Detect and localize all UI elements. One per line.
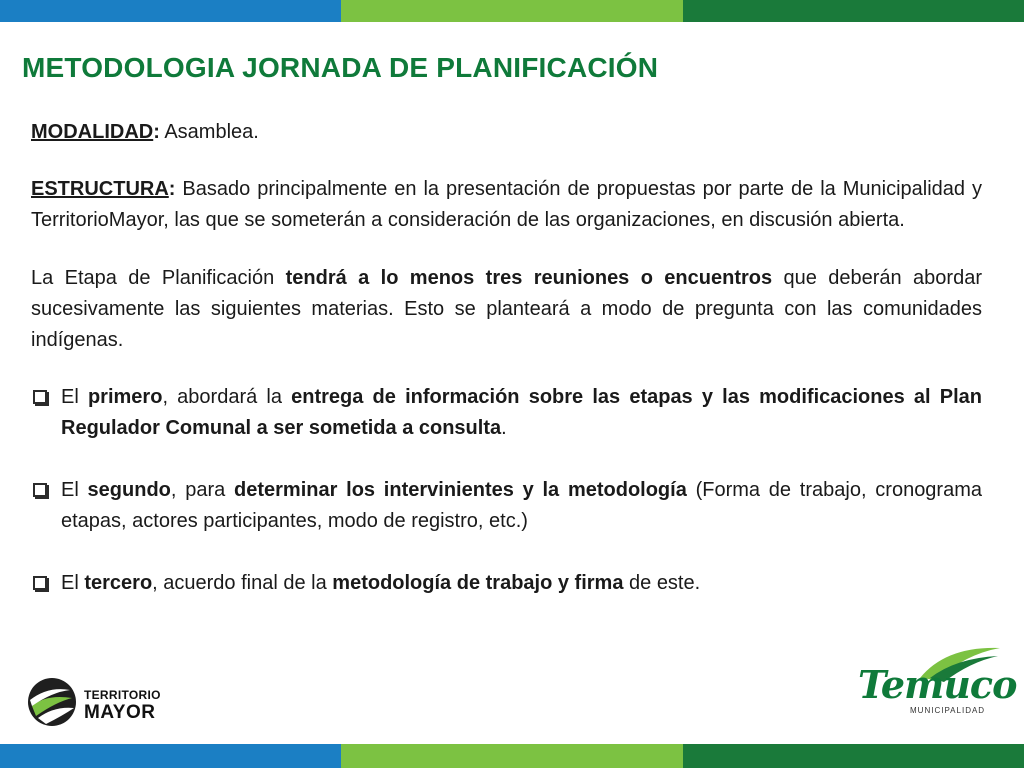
etapa-post: que deberán abordar sucesivamente las siguientes materias. Esto se planteará a modo de pregunta con las comunidades indígenas.	[31, 267, 982, 351]
bullet-text-part: El	[61, 386, 88, 408]
bullet-text-part: , acuerdo final de la	[152, 572, 333, 594]
list-item	[31, 568, 982, 599]
top-color-bar	[0, 0, 1024, 22]
logo-right-subtitle: MUNICIPALIDAD	[910, 706, 986, 715]
slide-body	[31, 117, 982, 599]
bullet-text	[61, 475, 982, 537]
bullet-text-bold: metodología de trabajo y firma	[332, 572, 624, 594]
checkbox-bullet-icon	[33, 576, 47, 590]
bullet-text-bold: tercero	[84, 572, 153, 594]
bullet-text	[61, 382, 982, 444]
bullet-text-bold: primero	[87, 386, 163, 408]
territorio-mayor-logo	[26, 676, 186, 732]
bullet-list	[31, 382, 982, 599]
bullet-text-part: , para	[170, 479, 235, 501]
modalidad-label: MODALIDAD	[31, 121, 154, 143]
temuco-municipalidad-logo	[856, 642, 1017, 722]
etapa-paragraph	[31, 263, 982, 356]
bullet-text-part: , abordará la	[162, 386, 292, 408]
estructura-label: ESTRUCTURA	[31, 178, 169, 200]
etapa-bold: tendrá a lo menos tres reuniones o encuentros	[285, 267, 773, 289]
bottom-bar-green-segment	[683, 744, 1024, 768]
estructura-text: Basado principalmente en la presentación de propuestas por parte de la Municipalidad y TerritorioMayor, las que se someterán a consideración de las organizaciones, en discusión abierta.	[31, 178, 982, 231]
logo-left-line2: MAYOR	[84, 702, 156, 723]
bullet-text-bold: entrega de información sobre las etapas y las modificaciones al Plan Regulador Comunal a ser sometida a consulta	[61, 386, 982, 439]
bullet-text-part: de este.	[623, 572, 701, 594]
bottom-bar-blue-segment	[0, 744, 341, 768]
top-bar-lime-segment	[341, 0, 682, 22]
estructura-colon: :	[168, 178, 176, 200]
bullet-text-part: El	[61, 572, 85, 594]
bullet-text	[61, 568, 982, 599]
list-item	[31, 475, 982, 537]
etapa-pre: La Etapa de Planificación	[31, 267, 286, 289]
top-bar-green-segment	[683, 0, 1024, 22]
bullet-text-part: .	[501, 417, 507, 439]
modalidad-colon: :	[153, 121, 160, 143]
logo-left-line1: TERRITORIO	[84, 688, 161, 702]
modalidad-paragraph	[31, 117, 982, 148]
list-item	[31, 382, 982, 444]
bullet-text-bold: determinar los intervinientes y la metodología	[234, 479, 687, 501]
bullet-text-bold: segundo	[87, 479, 171, 501]
bottom-bar-lime-segment	[341, 744, 682, 768]
bullet-text-part: El	[61, 479, 88, 501]
estructura-paragraph	[31, 174, 982, 236]
territorio-mayor-logo-icon	[26, 676, 78, 728]
bullet-text-part: (Forma de trabajo, cronograma etapas, actores participantes, modo de registro, etc.)	[61, 479, 982, 532]
checkbox-bullet-icon	[33, 390, 47, 404]
checkbox-bullet-icon	[33, 483, 47, 497]
logo-right-wordmark: Temuco	[858, 662, 1017, 707]
bottom-color-bar	[0, 744, 1024, 768]
top-bar-blue-segment	[0, 0, 341, 22]
modalidad-value: Asamblea.	[159, 121, 259, 143]
slide-title: METODOLOGIA JORNADA DE PLANIFICACIÓN	[22, 52, 659, 83]
